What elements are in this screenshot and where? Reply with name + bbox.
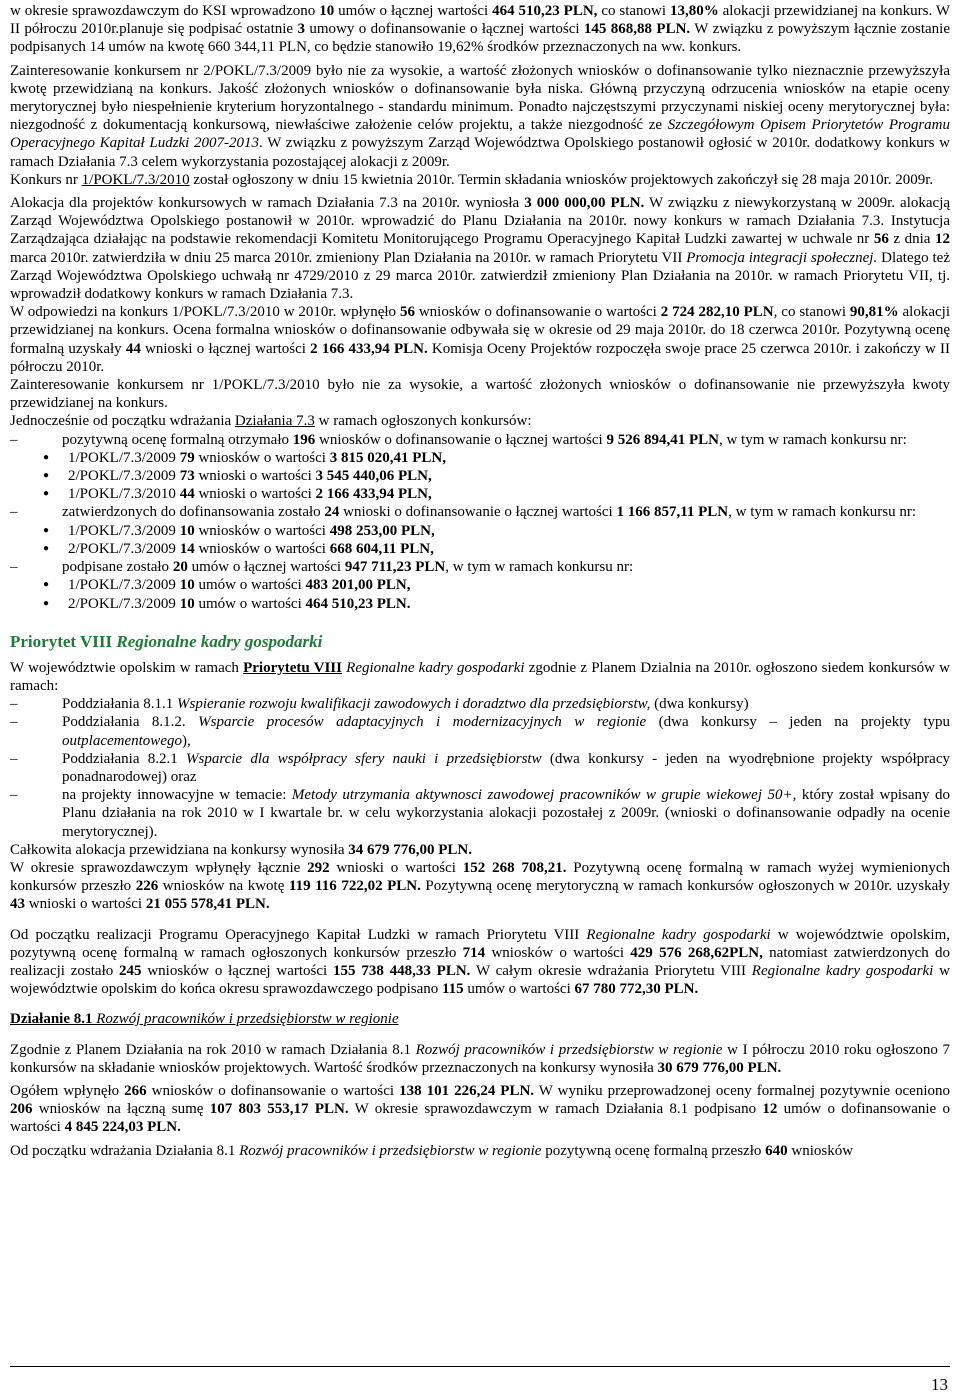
summary-item <box>10 558 950 576</box>
subaction-text: , który został wpisany do Planu działania na rok 2010 w I kwartale br. w celu wykorzystania alokacji pozostałej z 2009r. (wnioski o dofinansowanie odpadły na ocenie merytorycznej). <box>62 787 950 840</box>
action-7-3-link[interactable]: Działania 7.3 <box>234 413 315 430</box>
competition-subitem: ● 1/POKL/7.3/2009 79 wniosków o wartości 3 815 020,41 PLN, <box>10 449 950 467</box>
priority-heading <box>10 631 950 653</box>
subaction-title: outplacementowego <box>62 732 182 749</box>
priority-label: Priorytet VIII <box>10 631 117 651</box>
italic-text: Promocja integracji społecznej. <box>686 249 878 266</box>
subaction-item <box>10 786 950 841</box>
paragraph-priority-intro <box>10 659 950 695</box>
paragraph-since-action-start <box>10 1142 950 1160</box>
subactions-list <box>10 695 950 841</box>
paragraph-reporting-period: W okresie sprawozdawczym wpłynęły łącznie 292 wnioski o wartości 152 268 708,21. Pozytywną ocenę formalną w ramach wyżej wymienionych konkursów przeszło 226 wniosków na kwotę 119 116 722,02 PLN. Pozytywną ocenę merytoryczną w ramach konkursów ogłoszonych w 2010r. uzyskały 43 wnioski o wartości 21 055 578,41 PLN. <box>10 859 950 913</box>
subaction-title: Wsparcie dla współpracy sfery nauki i przedsiębiorstw <box>185 750 542 767</box>
action-title: Rozwój pracowników i przedsiębiorstw w regionie <box>92 1011 399 1028</box>
action-bold: Działanie 8.1 <box>10 1011 93 1028</box>
italic-text: Rozwój pracowników i przedsiębiorstw w regionie <box>415 1041 723 1058</box>
paragraph-since-start <box>10 412 950 430</box>
text: zgodnie z Planem Dzialnia na 2010r. ogłoszono siedem konkursów w ramach: <box>10 659 951 694</box>
text: . W związku z powyższym Zarząd Województwa Opolskiego postanowił ogłosić w 2010r. dodatkowy konkurs w ramach Działania 7.3 celem wykorzystania pozostającej alokacji z 2009r. <box>10 135 950 170</box>
subaction-item <box>10 695 950 713</box>
subaction-item <box>10 713 950 749</box>
text: w ramach ogłoszonych konkursów: <box>314 413 532 430</box>
page-number: 13 <box>931 1375 948 1394</box>
subaction-text: (dwa konkursy - jeden na wyodrębnione projekty współpracy ponadnarodowej) oraz <box>62 750 950 785</box>
action-8-1-heading <box>10 1010 950 1028</box>
paragraph-action-plan <box>10 1041 950 1077</box>
text: Od początku realizacji Programu Operacyjnego Kapitał Ludzki w ramach Priorytetu VIII <box>10 926 587 943</box>
competitions-summary-list <box>10 431 950 613</box>
priority-title: Regionalne kadry gospodarki <box>116 631 323 651</box>
subaction-title: Metody utrzymania aktywnosci zawodowej pracowników w grupie wiekowej 50+ <box>291 787 793 804</box>
competition-number-link[interactable]: 1/POKL/7.3/2010 <box>81 171 190 188</box>
text: pozytywną ocenę formalną przeszło 640 wniosków <box>541 1142 854 1159</box>
competition-subitem: ● 2/POKL/7.3/2009 10 umów o wartości 464 510,23 PLN. <box>10 595 950 613</box>
competition-subitem: ● 2/POKL/7.3/2009 14 wniosków o wartości 668 604,11 PLN, <box>10 540 950 558</box>
subaction-text: (dwa konkursy – jeden na projekty typu <box>646 714 950 731</box>
italic-text: Regionalne kadry gospodarki <box>751 962 934 979</box>
italic-text: Rozwój pracowników i przedsiębiorstw w regionie <box>239 1142 542 1159</box>
text: Alokacja dla projektów konkursowych w ramach Działania 7.3 na 2010r. wyniosła 3 000 000,00 PLN. W związku z niewykorzystaną w 2009r. alokacją Zarząd Województwa Opolskiego postanowił w 2010r. wprowadzić do Planu Działania na 2010r. nowy konkurs w ramach Działania 7.3. Instytucja Zarządzająca działając na podstawie rekomendacji Komitetu Monitorującego Programu Operacyjnego Kapitał Ludzki zawartej w uchwale nr 56 z dnia 12 marca 2010r. zatwierdziła w dniu 25 marca 2010r. zmieniony Plan Działania na 2010r. w ramach Priorytetu VII <box>10 195 951 266</box>
subaction-item <box>10 750 950 786</box>
competition-subitem: ● 1/POKL/7.3/2010 44 wnioski o wartości 2 166 433,94 PLN, <box>10 485 950 503</box>
text: Od początku wdrażania Działania 8.1 <box>10 1142 240 1159</box>
paragraph-total-allocation: Całkowita alokacja przewidziana na konkursy wynosiła 34 679 776,00 PLN. <box>10 841 472 858</box>
paragraph-ksi-contracts: w okresie sprawozdawczym do KSI wprowadzono 10 umów o łącznej wartości 464 510,23 PLN, co stanowi 13,80% alokacji przewidzianej na konkurs. W II półroczu 2010r.planuje się podpisać ostatnie 3 umowy o dofinansowanie o łącznej wartości 145 868,88 PLN. W związku z powyższym łącznie zostanie podpisanych 14 umów na kwotę 660 344,11 PLN, co będzie stanowiło 19,62% środków przeznaczonych na ww. konkurs. <box>10 3 951 56</box>
paragraph-applications-received: W odpowiedzi na konkurs 1/POKL/7.3/2010 w 2010r. wpłynęło 56 wniosków o dofinansowanie o wartości 2 724 282,10 PLN, co stanowi 90,81% alokacji przewidzianej na konkurs. Ocena formalna wniosków o dofinansowanie odbywała się w okresie od 29 maja 2010r. do 18 czerwca 2010r. Pozytywną ocenę formalną uzyskały 44 wnioski o łącznej wartości 2 166 433,94 PLN. Komisja Oceny Projektów rozpoczęła swoje prace 25 czerwca 2010r. i zakończy w II półroczu 2010r. <box>10 304 951 375</box>
text: Zainteresowanie konkursem nr 2/POKL/7.3/2009 było nie za wysokie, a wartość złożonych wniosków o dofinansowanie tylko nieznacznie przewyższyła kwotę przewidzianą na konkurs. Jakość złożonych wniosków o dofinansowanie była niska. Główną przyczyną odrzucenia wniosków na etapie oceny merytorycznej było niespełnienie kryterium horyzontalnego - standardu minimum. Ponadto najczęstszymi przyczynami niskiej oceny merytorycznej była: niezgodność z dokumentacją konkursową, niewłaściwe założenie celów projektu, a także niezgodność ze <box>10 62 950 134</box>
text: Zgodnie z Planem Działania na rok 2010 w ramach Działania 8.1 <box>10 1041 416 1058</box>
text: Jednocześnie od początku wdrażania <box>10 413 235 430</box>
subaction-text: (dwa konkursy) <box>650 696 749 713</box>
priority-viii-link[interactable]: Priorytetu VIII <box>243 659 342 676</box>
subaction-text: na projekty innowacyjne w temacie: <box>62 787 292 804</box>
competition-subitem: ● 1/POKL/7.3/2009 10 wniosków o wartości 498 253,00 PLN, <box>10 522 950 540</box>
paragraph-competition-announcement <box>10 171 950 189</box>
text: Dlatego też Zarząd Województwa Opolskiego uchwałą nr 4729/2010 z 29 marca 2010r. zatwierdził zmieniony Plan Działania na 2010r. w ramach Priorytetu VII, tj. wprowadził dodatkowy konkurs w ramach Działania 7.3. <box>10 249 951 303</box>
paragraph-total-received: Ogółem wpłynęło 266 wniosków o dofinansowanie o wartości 138 101 226,24 PLN. W wyniku przeprowadzonej oceny formalnej pozytywnie oceniono 206 wniosków na łączną sumę 107 803 553,17 PLN. W okresie sprawozdawczym w ramach Działania 8.1 podpisano 12 umów o dofinansowanie o wartości 4 845 224,03 PLN. <box>10 1082 951 1136</box>
text: W województwie opolskim w ramach <box>10 659 244 676</box>
text: w I półroczu 2010 roku ogłoszono 7 konkursów na składanie wniosków projektowych. Wartość środków przeznaczonych na konkursy wynosiła 30 679 776,00 PLN. <box>10 1041 950 1076</box>
subaction-text: Poddziałania 8.2.1 <box>62 750 186 767</box>
subaction-title: Wspieranie rozwoju kwalifikacji zawodowych i doradztwo dla przedsiębiorstw, <box>176 696 651 713</box>
competition-subitem: ● 1/POKL/7.3/2009 10 umów o wartości 483 201,00 PLN, <box>10 576 950 594</box>
text: w województwie opolskim, pozytywną ocenę formalną w ramach ogłoszonych konkursów przeszło 714 wniosków o wartości 429 576 268,62PLN, natomiast zatwierdzonych do realizacji zostało 245 wniosków o łącznej wartości 155 738 448,33 PLN. W całym okresie wdrażania Priorytetu VIII <box>10 926 951 979</box>
summary-item-text: zatwierdzonych do dofinansowania zostało 24 wnioski o dofinansowanie o łącznej wartości 1 166 857,11 PLN, w tym w ramach konkursu nr: <box>62 504 917 521</box>
italic-text: Regionalne kadry gospodarki <box>586 926 771 943</box>
text: Konkurs nr <box>10 171 82 188</box>
italic-text: Regionalne kadry gospodarki <box>342 659 525 676</box>
italic-text: Szczegółowym Opisem Priorytetów Programu Operacyjnego Kapitał Ludzki 2007-2013 <box>10 117 951 152</box>
text: w województwie opolskim do końca okresu sprawozdawczego podpisano 115 umów o wartości 67 780 772,30 PLN. <box>10 962 950 998</box>
subaction-text: Poddziałania 8.1.2. <box>62 714 199 731</box>
paragraph-since-program-start <box>10 926 950 999</box>
summary-item <box>10 503 950 521</box>
summary-item-text: pozytywną ocenę formalną otrzymało 196 wniosków o dofinansowanie o łącznej wartości 9 526 894,41 PLN, w tym w ramach konkursu nr: <box>62 431 907 448</box>
text: został ogłoszony w dniu 15 kwietnia 2010r. Termin składania wniosków projektowych zakończył się 28 maja 2010r. 2009r. <box>189 171 934 188</box>
summary-item <box>10 431 950 449</box>
summary-item-text: podpisane zostało 20 umów o łącznej wartości 947 711,23 PLN, w tym w ramach konkursu nr: <box>62 559 634 576</box>
paragraph-interest-2010: Zainteresowanie konkursem nr 1/POKL/7.3/2010 było nie za wysokie, a wartość złożonych wniosków o dofinansowanie nie przewyższyła kwoty przewidzianej na konkurs. <box>10 377 950 412</box>
footer-divider <box>10 1366 950 1367</box>
paragraph-competition-2-interest <box>10 62 950 171</box>
subaction-text: ), <box>181 732 191 749</box>
competition-subitem: ● 2/POKL/7.3/2009 73 wnioski o wartości 3 545 440,06 PLN, <box>10 467 950 485</box>
paragraph-allocation <box>10 194 950 303</box>
subaction-title: Wsparcie procesów adaptacyjnych i modernizacyjnych w regionie <box>198 714 647 731</box>
subaction-text: Poddziałania 8.1.1 <box>62 696 177 713</box>
